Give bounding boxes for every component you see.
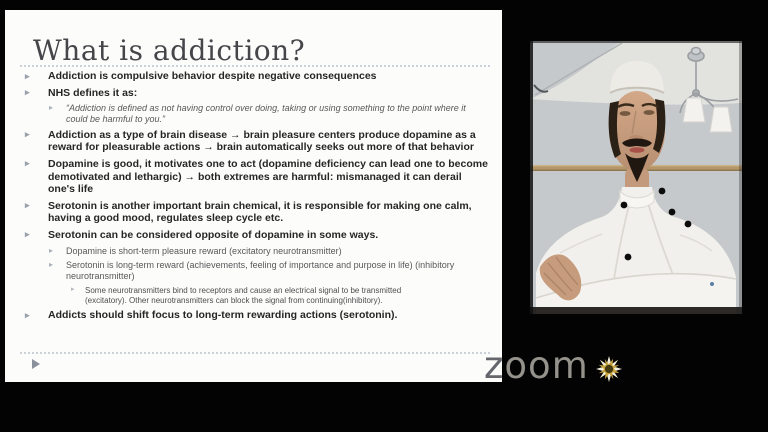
bullet-triangle-icon: ▸ [71, 285, 75, 293]
slide-advance-arrow-icon[interactable] [32, 359, 40, 369]
slide-bullet [25, 309, 488, 322]
bullet-text: Dopamine is good, it motivates one to act (dopamine deficiency can lead one to become demotivated and lethargic) → both extremes are harmful: mismanaged it can derail one's life [48, 157, 488, 196]
slide-bullet [25, 87, 488, 100]
slide-bullet [49, 260, 474, 282]
bullet-text: Addiction as a type of brain disease → brain pleasure centers produce dopamine as a reward for pleasurable actions → brain automatically seeks out more of that behavior [48, 128, 476, 154]
bullet-triangle-icon: ▸ [25, 309, 30, 320]
bullet-text: Serotonin is another important brain chemical, it is responsible for making one calm, having a good mood, regulates sleep cycle etc. [48, 199, 472, 225]
lips [630, 147, 645, 153]
bullet-triangle-icon: ▸ [49, 260, 54, 270]
title-divider [20, 65, 490, 67]
slide-bullet [25, 229, 488, 242]
shared-screen-slide [5, 10, 502, 382]
bullet-text: Dopamine is short-term pleasure reward (excitatory neurotransmitter) [66, 245, 342, 256]
bullet-triangle-icon: ▸ [49, 103, 54, 113]
bullet-list [25, 70, 490, 326]
slide-bullet [71, 286, 445, 305]
bullet-triangle-icon: ▸ [25, 70, 30, 81]
bullet-text: Addicts should shift focus to long-term rewarding actions (serotonin). [48, 309, 398, 322]
slide-bullet [25, 70, 488, 83]
bullet-text: Addiction is compulsive behavior despite negative consequences [48, 70, 377, 82]
bullet-text: Serotonin can be considered opposite of dopamine in some ways. [48, 228, 379, 241]
bullet-triangle-icon: ▸ [25, 129, 30, 140]
bullet-triangle-icon: ▸ [49, 245, 54, 255]
eye [644, 110, 655, 115]
bullet-text: “Addiction is defined as not having control over doing, taking or using something to the point where it could be harmful to you.” [66, 103, 466, 124]
lamp-shade [683, 98, 705, 122]
zoom-watermark-logo: zoom [484, 344, 589, 387]
video-bottom-edge [530, 307, 742, 314]
slide-title: What is addiction? [33, 34, 306, 67]
bullet-text: Serotonin is long-term reward (achievements, feeling of importance and purpose in life) (inhibitory neurotransmitter) [66, 260, 455, 282]
slide-bullet [49, 246, 474, 257]
bullet-text: NHS defines it as: [48, 86, 138, 99]
bullet-triangle-icon: ▸ [25, 158, 30, 169]
eye [620, 111, 631, 116]
bullet-triangle-icon: ▸ [25, 87, 30, 98]
footer-divider [20, 352, 490, 354]
bullet-triangle-icon: ▸ [25, 200, 30, 211]
slide-bullet [25, 129, 488, 154]
slide-bullet [25, 158, 488, 196]
slide-bullet [49, 103, 474, 125]
bullet-text: Some neurotransmitters bind to receptors and cause an electrical signal to be transmitted (excitatory). Other neurotransmitters can block the signal from continuing(inhibitory). [85, 285, 402, 305]
slide-bullet [25, 200, 488, 225]
participant-video[interactable] [530, 41, 742, 314]
zoom-watermark-sunburst-icon [595, 355, 623, 383]
participant-video-scene [530, 41, 742, 314]
bullet-triangle-icon: ▸ [25, 229, 30, 240]
lamp-shade [710, 107, 732, 132]
